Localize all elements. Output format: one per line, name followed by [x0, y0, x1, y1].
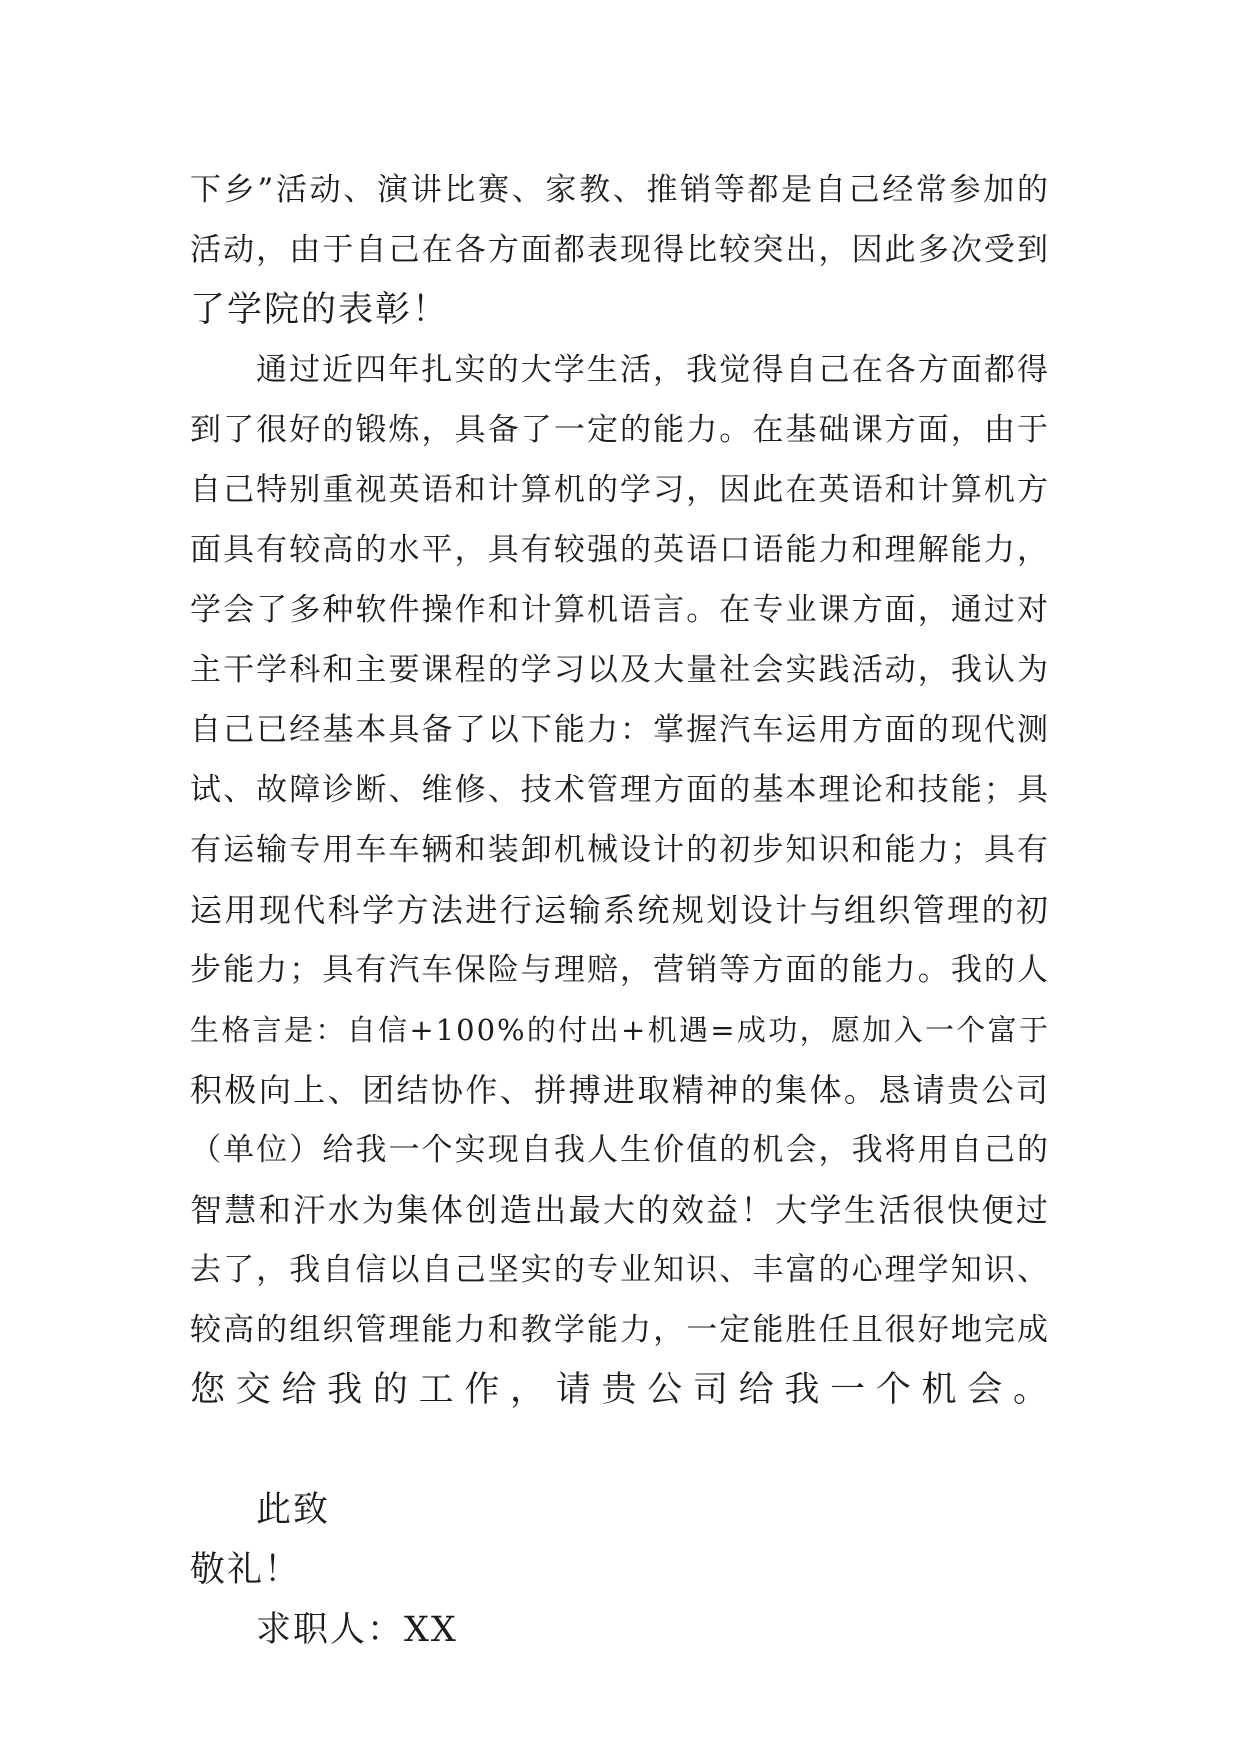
text-line: 去了，我自信以自己坚实的专业知识、丰富的心理学知识、	[190, 1252, 1050, 1288]
text-line: 有运输专用车车辆和装卸机械设计的初步知识和能力；具有	[190, 832, 1050, 868]
text-line: 学会了多种软件操作和计算机语言。在专业课方面，通过对	[190, 592, 1050, 628]
text-line: 步能力；具有汽车保险与理赔，营销等方面的能力。我的人	[190, 952, 1050, 988]
text-line: 您交给我的工作，请贵公司给我一个机会。	[190, 1370, 1050, 1410]
text-line: 较高的组织管理能力和教学能力，一定能胜任且很好地完成	[190, 1312, 1050, 1348]
text-line: 通过近四年扎实的大学生活，我觉得自己在各方面都得	[256, 352, 1050, 388]
letter-body	[190, 160, 1050, 1660]
text-line: 智慧和汗水为集体创造出最大的效益！大学生活很快便过	[190, 1191, 1050, 1229]
text-line: 积极向上、团结协作、拼搏进取精神的集体。恳请贵公司	[190, 1071, 1050, 1109]
text-line: 试、故障诊断、维修、技术管理方面的基本理论和技能；具	[190, 772, 1050, 808]
text-line: 了学院的表彰！	[190, 290, 450, 330]
text-line: 生格言是：自信+100%的付出+机遇=成功，愿加入一个富于	[190, 1013, 1050, 1047]
text-line: 主干学科和主要课程的学习以及大量社会实践活动，我认为	[190, 652, 1050, 688]
text-line: （单位）给我一个实现自我人生价值的机会，我将用自己的	[190, 1132, 1050, 1168]
closing-line: 此致	[256, 1490, 331, 1530]
text-line: 活动，由于自己在各方面都表现得比较突出，因此多次受到	[190, 232, 1050, 268]
text-line: 到了很好的锻炼，具备了一定的能力。在基础课方面，由于	[190, 412, 1050, 448]
salutation-line: 敬礼！	[190, 1550, 302, 1590]
text-line: 下乡”活动、演讲比赛、家教、推销等都是自己经常参加的	[190, 172, 1050, 208]
text-line: 运用现代科学方法进行运输系统规划设计与组织管理的初	[190, 891, 1050, 929]
text-line: 自己特别重视英语和计算机的学习，因此在英语和计算机方	[190, 472, 1050, 508]
text-line: 面具有较高的水平，具有较强的英语口语能力和理解能力，	[190, 532, 1050, 568]
text-line	[190, 1420, 1050, 1480]
text-line: 自己已经基本具备了以下能力：掌握汽车运用方面的现代测	[190, 712, 1050, 748]
signature-line: 求职人：XX	[256, 1610, 458, 1650]
